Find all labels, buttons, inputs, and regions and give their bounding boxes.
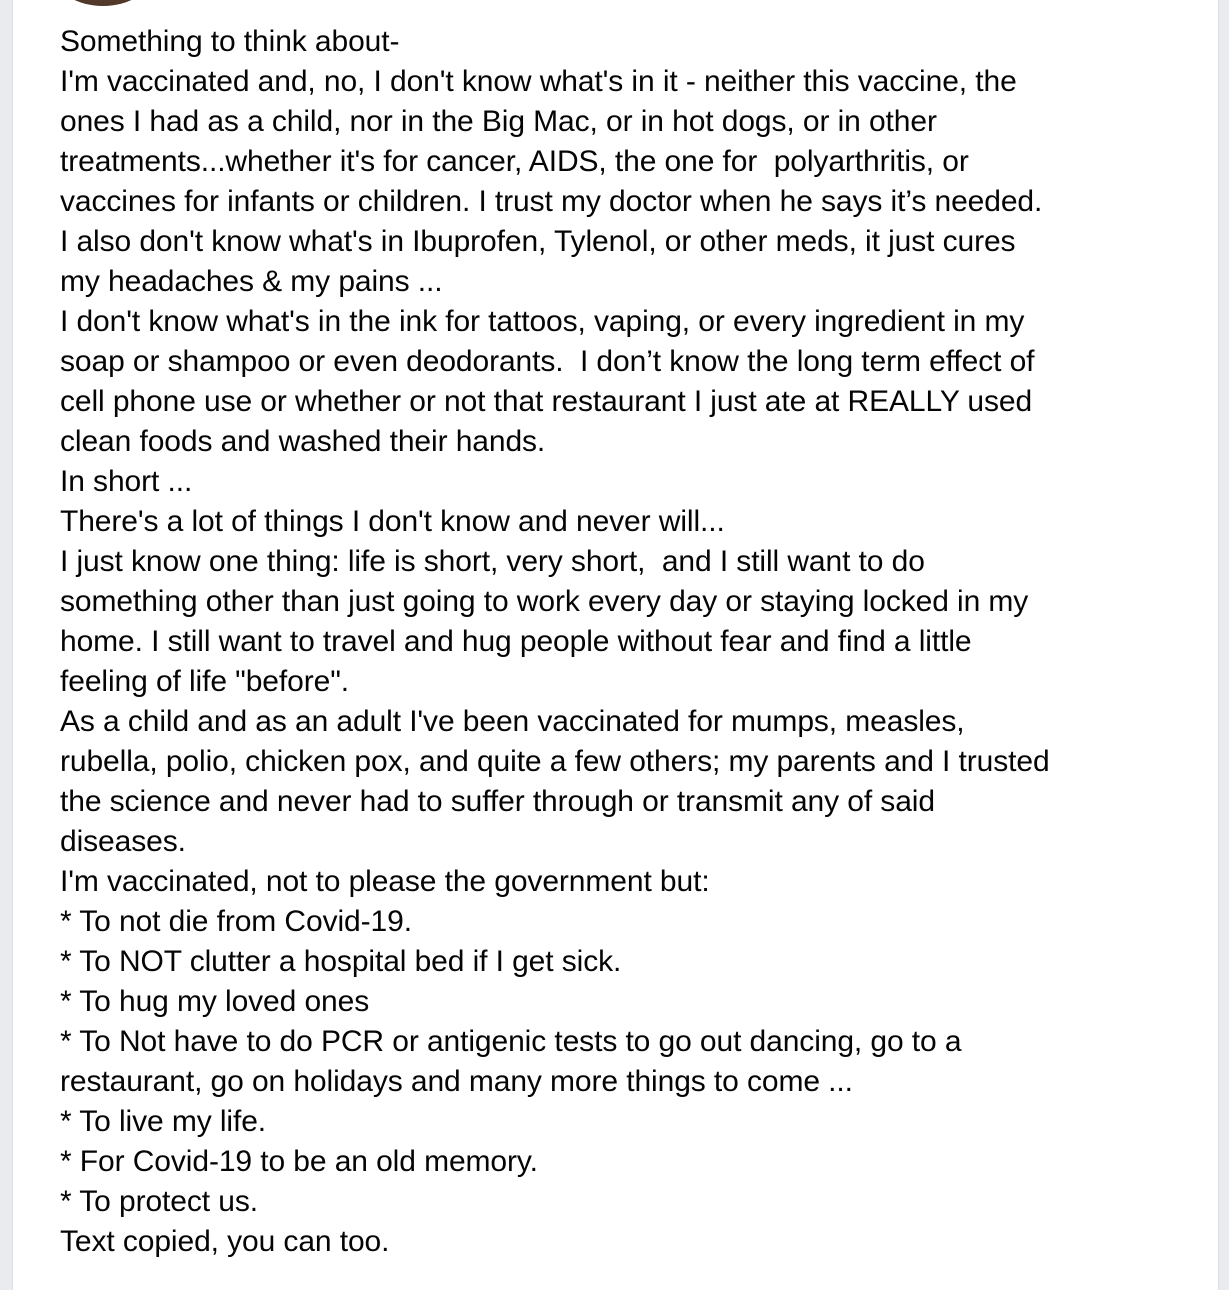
post-text-line: Something to think about- bbox=[60, 25, 400, 58]
post-text-line: treatments...whether it's for cancer, AIDS, the one for polyarthritis, or bbox=[60, 145, 969, 178]
post-text-line: diseases. bbox=[60, 825, 186, 858]
post-text-line: I just know one thing: life is short, very short, and I still want to do bbox=[60, 545, 925, 578]
post-text-line: cell phone use or whether or not that restaurant I just ate at REALLY used bbox=[60, 385, 1033, 418]
post-text-line: I'm vaccinated, not to please the government but: bbox=[60, 865, 710, 898]
post-text-line: feeling of life "before". bbox=[60, 665, 349, 698]
post-text-line: * To NOT clutter a hospital bed if I get sick. bbox=[60, 945, 622, 978]
post-text-line: * To not die from Covid-19. bbox=[60, 905, 412, 938]
post-text-line: * To protect us. bbox=[60, 1185, 258, 1218]
post-text-line: In short ... bbox=[60, 465, 193, 498]
post-text-line: rubella, polio, chicken pox, and quite a few others; my parents and I trusted bbox=[60, 745, 1050, 778]
post-text-line: * For Covid-19 to be an old memory. bbox=[60, 1145, 538, 1178]
post-text-line: * To hug my loved ones bbox=[60, 985, 370, 1018]
post-text-line: home. I still want to travel and hug people without fear and find a little bbox=[60, 625, 972, 658]
post-body-text bbox=[60, 22, 1220, 1262]
post-text-line: As a child and as an adult I've been vaccinated for mumps, measles, bbox=[60, 705, 965, 738]
post-text-line: * To Not have to do PCR or antigenic tests to go out dancing, go to a bbox=[60, 1025, 962, 1058]
post-card bbox=[12, 0, 1219, 1290]
post-text-line: soap or shampoo or even deodorants. I don’t know the long term effect of bbox=[60, 345, 1035, 378]
author-avatar[interactable] bbox=[55, 0, 151, 6]
post-text-line: Text copied, you can too. bbox=[60, 1225, 390, 1258]
post-text-line: clean foods and washed their hands. bbox=[60, 425, 546, 458]
post-text-line: I also don't know what's in Ibuprofen, Tylenol, or other meds, it just cures bbox=[60, 225, 1016, 258]
post-text-line: vaccines for infants or children. I trust my doctor when he says it’s needed. bbox=[60, 185, 1043, 218]
post-text-line: restaurant, go on holidays and many more things to come ... bbox=[60, 1065, 853, 1098]
post-text-line: my headaches & my pains ... bbox=[60, 265, 443, 298]
post-text-line: I don't know what's in the ink for tattoos, vaping, or every ingredient in my bbox=[60, 305, 1025, 338]
post-text-line: something other than just going to work every day or staying locked in my bbox=[60, 585, 1029, 618]
post-text-line: * To live my life. bbox=[60, 1105, 267, 1138]
post-text-line: There's a lot of things I don't know and never will... bbox=[60, 505, 725, 538]
post-text-line: ones I had as a child, nor in the Big Mac, or in hot dogs, or in other bbox=[60, 105, 937, 138]
post-text-line: the science and never had to suffer through or transmit any of said bbox=[60, 785, 935, 818]
post-text-line: I'm vaccinated and, no, I don't know what's in it - neither this vaccine, the bbox=[60, 65, 1017, 98]
